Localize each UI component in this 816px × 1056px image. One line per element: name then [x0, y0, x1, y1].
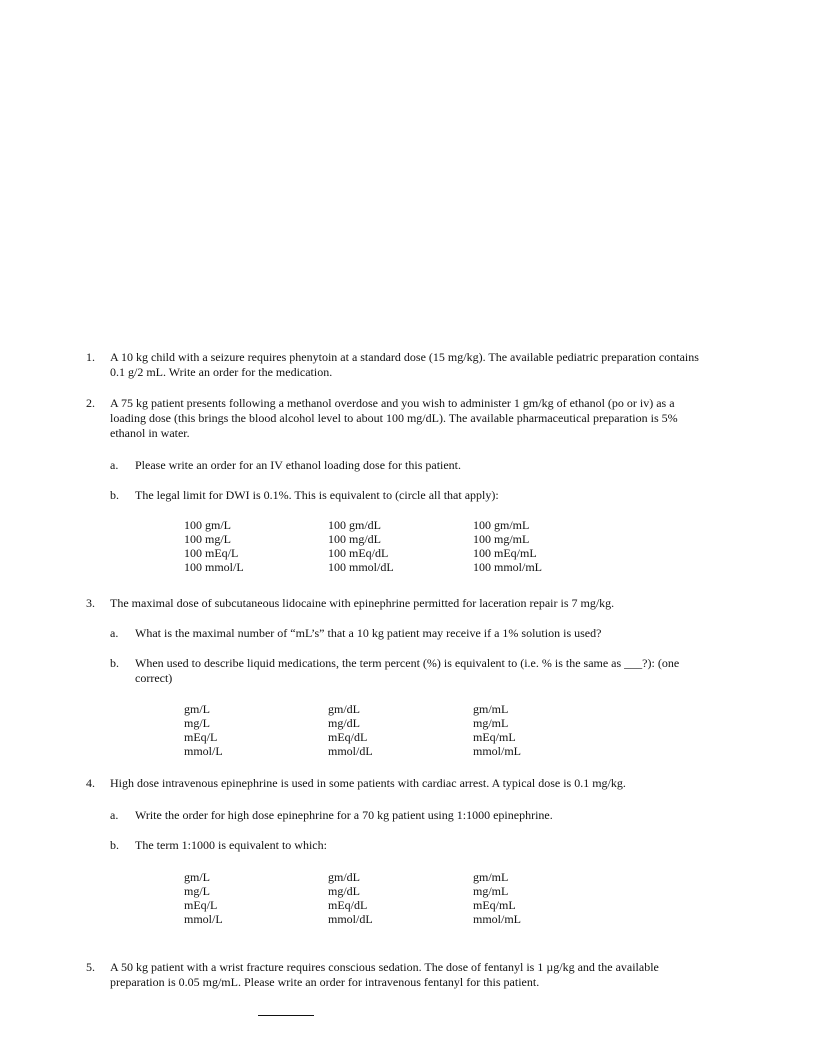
option-item[interactable]: mEq/mL	[473, 898, 516, 912]
option-item[interactable]: mEq/dL	[328, 898, 368, 912]
question-4	[86, 776, 706, 791]
option-item[interactable]: mmol/mL	[473, 912, 521, 926]
question-text: The maximal dose of subcutaneous lidocaine with epinephrine permitted for laceration repair is 7 mg/kg.	[110, 596, 615, 610]
option-item[interactable]: 100 mEq/mL	[473, 546, 537, 560]
option-item[interactable]: gm/dL	[328, 870, 360, 884]
option-item[interactable]: 100 mmol/L	[184, 560, 244, 574]
option-item[interactable]: mg/L	[184, 716, 210, 730]
option-item[interactable]: mmol/dL	[328, 912, 373, 926]
question-2	[86, 396, 706, 441]
question-4a	[110, 808, 690, 823]
option-item[interactable]: mEq/dL	[328, 730, 368, 744]
options-column	[328, 870, 468, 926]
option-item[interactable]: gm/mL	[473, 702, 509, 716]
subquestion-text: The legal limit for DWI is 0.1%. This is equivalent to (circle all that apply):	[135, 488, 499, 502]
options-column	[328, 518, 468, 574]
options-column	[473, 702, 613, 758]
question-text: A 50 kg patient with a wrist fracture requires conscious sedation. The dose of fentanyl is 1 µg/kg and the available preparation is 0.05 mg/mL. Please write an order for intravenous fentanyl for this patient.	[110, 960, 659, 989]
question-2b	[110, 488, 690, 503]
subquestion-letter: a.	[110, 626, 119, 640]
option-item[interactable]: 100 mg/dL	[328, 532, 381, 546]
options-column	[184, 702, 324, 758]
option-item[interactable]: mmol/mL	[473, 744, 521, 758]
question-5	[86, 960, 706, 990]
subquestion-text: The term 1:1000 is equivalent to which:	[135, 838, 327, 852]
option-item[interactable]: mmol/L	[184, 912, 223, 926]
option-item[interactable]: 100 gm/mL	[473, 518, 530, 532]
option-item[interactable]: mg/L	[184, 884, 210, 898]
question-text: A 75 kg patient presents following a methanol overdose and you wish to administer 1 gm/kg of ethanol (po or iv) as a loading dose (this brings the blood alcohol level to about 100 mg/dL). The available pharmaceutical preparation is 5% ethanol in water.	[110, 396, 678, 440]
subquestion-text: When used to describe liquid medications, the term percent (%) is equivalent to (i.e. % is the same as ___?): (one correct)	[135, 656, 680, 685]
option-item[interactable]: gm/L	[184, 870, 210, 884]
options-column	[473, 870, 613, 926]
option-item[interactable]: mmol/L	[184, 744, 223, 758]
option-item[interactable]: mEq/mL	[473, 730, 516, 744]
options-column	[184, 870, 324, 926]
question-3a	[110, 626, 690, 641]
question-3b	[110, 656, 690, 686]
question-number: 4.	[86, 776, 95, 790]
question-4b	[110, 838, 690, 853]
options-column	[184, 518, 324, 574]
option-item[interactable]: 100 gm/dL	[328, 518, 381, 532]
subquestion-letter: b.	[110, 656, 119, 670]
option-item[interactable]: gm/dL	[328, 702, 360, 716]
subquestion-letter: a.	[110, 458, 119, 472]
option-item[interactable]: mmol/dL	[328, 744, 373, 758]
subquestion-text: Please write an order for an IV ethanol loading dose for this patient.	[135, 458, 462, 472]
option-item[interactable]: mEq/L	[184, 730, 218, 744]
option-item[interactable]: mg/dL	[328, 884, 360, 898]
option-item[interactable]: gm/mL	[473, 870, 509, 884]
subquestion-text: Write the order for high dose epinephrine for a 70 kg patient using 1:1000 epinephrine.	[135, 808, 553, 822]
option-item[interactable]: 100 mmol/mL	[473, 560, 542, 574]
subquestion-letter: a.	[110, 808, 119, 822]
question-number: 2.	[86, 396, 95, 410]
option-item[interactable]: mg/mL	[473, 716, 509, 730]
question-text: High dose intravenous epinephrine is used in some patients with cardiac arrest. A typical dose is 0.1 mg/kg.	[110, 776, 626, 790]
option-item[interactable]: 100 mmol/dL	[328, 560, 394, 574]
option-item[interactable]: 100 mEq/dL	[328, 546, 389, 560]
option-item[interactable]: mg/dL	[328, 716, 360, 730]
question-2a	[110, 458, 690, 473]
subquestion-letter: b.	[110, 838, 119, 852]
option-item[interactable]: 100 mg/mL	[473, 532, 530, 546]
subquestion-letter: b.	[110, 488, 119, 502]
question-number: 3.	[86, 596, 95, 610]
option-item[interactable]: gm/L	[184, 702, 210, 716]
subquestion-text: What is the maximal number of “mL’s” that a 10 kg patient may receive if a 1% solution is used?	[135, 626, 602, 640]
question-text: A 10 kg child with a seizure requires phenytoin at a standard dose (15 mg/kg). The available pediatric preparation contains 0.1 g/2 mL. Write an order for the medication.	[110, 350, 699, 379]
question-3	[86, 596, 706, 611]
options-column	[328, 702, 468, 758]
question-number: 1.	[86, 350, 95, 364]
option-item[interactable]: 100 mg/L	[184, 532, 231, 546]
option-item[interactable]: 100 gm/L	[184, 518, 231, 532]
option-item[interactable]: mg/mL	[473, 884, 509, 898]
options-column	[473, 518, 613, 574]
option-item[interactable]: mEq/L	[184, 898, 218, 912]
question-number: 5.	[86, 960, 95, 974]
question-1	[86, 350, 706, 380]
option-item[interactable]: 100 mEq/L	[184, 546, 239, 560]
answer-blank-line	[258, 1015, 314, 1016]
